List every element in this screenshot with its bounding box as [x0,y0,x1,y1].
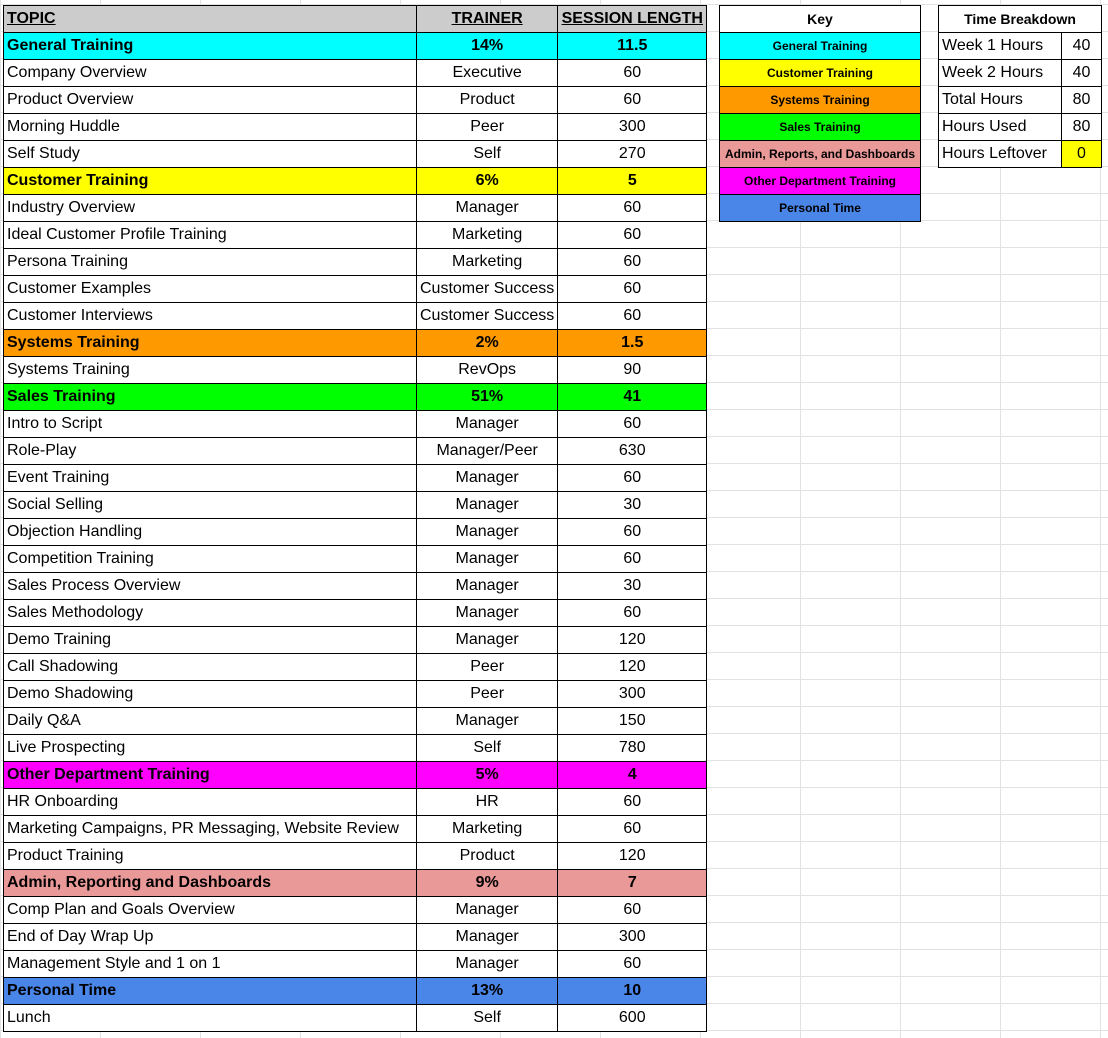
session-length-cell[interactable]: 270 [558,141,707,168]
header-row [4,6,707,33]
topic-cell[interactable]: Customer Interviews [4,303,417,330]
session-length-cell[interactable]: 60 [558,600,707,627]
time-label-cell[interactable]: Hours Used [939,114,1062,141]
trainer-cell[interactable]: 2% [417,330,558,357]
session-length-cell[interactable]: 60 [558,951,707,978]
table-row [4,141,707,168]
session-length-cell[interactable]: 7 [558,870,707,897]
trainer-cell[interactable]: HR [417,789,558,816]
topic-cell[interactable]: Systems Training [4,357,417,384]
table-row [4,951,707,978]
key-item-row [720,33,921,60]
time-value-cell[interactable]: 80 [1062,114,1102,141]
table-row [4,681,707,708]
time-value-cell[interactable]: 80 [1062,87,1102,114]
time-breakdown-body [939,6,1102,168]
trainer-cell[interactable]: Self [417,735,558,762]
topic-cell[interactable]: Demo Shadowing [4,681,417,708]
session-length-cell[interactable]: 60 [558,411,707,438]
topic-cell[interactable]: Comp Plan and Goals Overview [4,897,417,924]
trainer-cell[interactable]: RevOps [417,357,558,384]
table-row [4,492,707,519]
time-breakdown-row [939,87,1102,114]
trainer-cell[interactable]: Peer [417,654,558,681]
category-row [4,762,707,789]
session-length-cell[interactable]: 300 [558,114,707,141]
table-row [4,357,707,384]
time-label-cell[interactable]: Total Hours [939,87,1062,114]
trainer-cell[interactable]: Customer Success [417,303,558,330]
key-item-row [720,141,921,168]
trainer-cell[interactable]: Peer [417,114,558,141]
key-table [719,5,921,222]
key-item-cell[interactable]: General Training [720,33,921,60]
table-row [4,465,707,492]
session-length-cell[interactable]: 10 [558,978,707,1005]
topic-cell[interactable]: Morning Huddle [4,114,417,141]
key-body [720,6,921,222]
session-length-cell[interactable]: 300 [558,924,707,951]
table-row [4,708,707,735]
topic-cell[interactable]: Competition Training [4,546,417,573]
category-row [4,384,707,411]
key-item-row [720,168,921,195]
session-length-cell[interactable]: 60 [558,789,707,816]
topic-cell[interactable]: Sales Training [4,384,417,411]
topic-cell[interactable]: Intro to Script [4,411,417,438]
trainer-cell[interactable]: Manager [417,951,558,978]
session-length-cell[interactable]: 630 [558,438,707,465]
session-length-cell[interactable]: 5 [558,168,707,195]
topic-cell[interactable]: Industry Overview [4,195,417,222]
time-breakdown-row [939,114,1102,141]
session-length-cell[interactable]: 60 [558,897,707,924]
topic-cell[interactable]: Systems Training [4,330,417,357]
topic-cell[interactable]: Ideal Customer Profile Training [4,222,417,249]
table-row [4,249,707,276]
session-length-cell[interactable]: 60 [558,60,707,87]
trainer-cell[interactable]: 13% [417,978,558,1005]
trainer-cell[interactable]: Manager [417,600,558,627]
session-length-cell[interactable]: 600 [558,1005,707,1032]
trainer-cell[interactable]: Manager [417,708,558,735]
key-item-cell[interactable]: Admin, Reports, and Dashboards [720,141,921,168]
table-row [4,276,707,303]
trainer-header-cell[interactable]: TRAINER [417,6,558,33]
session-length-cell[interactable]: 60 [558,222,707,249]
trainer-cell[interactable]: Marketing [417,222,558,249]
table-row [4,654,707,681]
table-row [4,87,707,114]
time-breakdown-row [939,33,1102,60]
trainer-cell[interactable]: Customer Success [417,276,558,303]
trainer-cell[interactable]: Marketing [417,249,558,276]
trainer-cell[interactable]: Product [417,87,558,114]
session-length-cell[interactable]: 90 [558,357,707,384]
session-length-cell[interactable]: 780 [558,735,707,762]
table-row [4,816,707,843]
key-item-row [720,87,921,114]
table-row [4,897,707,924]
session-length-header-cell[interactable]: SESSION LENGTH [558,6,707,33]
table-row [4,222,707,249]
session-length-cell[interactable]: 11.5 [558,33,707,60]
trainer-cell[interactable]: 6% [417,168,558,195]
trainer-cell[interactable]: Manager [417,573,558,600]
session-length-cell[interactable]: 1.5 [558,330,707,357]
key-item-row [720,60,921,87]
trainer-cell[interactable]: Product [417,843,558,870]
key-item-cell[interactable]: Sales Training [720,114,921,141]
topic-cell[interactable]: Call Shadowing [4,654,417,681]
time-value-cell[interactable]: 40 [1062,60,1102,87]
trainer-cell[interactable]: Marketing [417,816,558,843]
key-title-cell[interactable]: Key [720,6,921,33]
session-length-cell[interactable]: 60 [558,87,707,114]
topic-cell[interactable]: Marketing Campaigns, PR Messaging, Website Review [4,816,417,843]
session-length-cell[interactable]: 300 [558,681,707,708]
trainer-cell[interactable]: Executive [417,60,558,87]
topic-cell[interactable]: HR Onboarding [4,789,417,816]
time-label-cell[interactable]: Hours Leftover [939,141,1062,168]
topic-cell[interactable]: Social Selling [4,492,417,519]
table-row [4,519,707,546]
table-row [4,924,707,951]
topic-cell[interactable]: Company Overview [4,60,417,87]
table-row [4,546,707,573]
key-item-cell[interactable]: Other Department Training [720,168,921,195]
topic-cell[interactable]: Customer Training [4,168,417,195]
table-row [4,60,707,87]
trainer-cell[interactable]: Manager [417,411,558,438]
key-item-cell[interactable]: Personal Time [720,195,921,222]
trainer-cell[interactable]: 9% [417,870,558,897]
training-schedule-table [3,5,707,1032]
table-row [4,600,707,627]
category-row [4,870,707,897]
session-length-cell[interactable]: 120 [558,627,707,654]
session-length-cell[interactable]: 4 [558,762,707,789]
time-value-cell[interactable]: 0 [1062,141,1102,168]
topic-cell[interactable]: Event Training [4,465,417,492]
trainer-cell[interactable]: Manager [417,546,558,573]
key-item-cell[interactable]: Systems Training [720,87,921,114]
session-length-cell[interactable]: 60 [558,816,707,843]
topic-cell[interactable]: General Training [4,33,417,60]
topic-cell[interactable]: Product Training [4,843,417,870]
session-length-cell[interactable]: 30 [558,492,707,519]
time-breakdown-row [939,141,1102,168]
key-item-cell[interactable]: Customer Training [720,60,921,87]
table-row [4,789,707,816]
table-row [4,573,707,600]
table-row [4,411,707,438]
session-length-cell[interactable]: 60 [558,519,707,546]
category-row [4,978,707,1005]
trainer-cell[interactable]: 14% [417,33,558,60]
table-row [4,438,707,465]
trainer-cell[interactable]: Manager [417,519,558,546]
time-label-cell[interactable]: Week 2 Hours [939,60,1062,87]
key-item-row [720,195,921,222]
trainer-cell[interactable]: Self [417,1005,558,1032]
topic-cell[interactable]: Daily Q&A [4,708,417,735]
topic-cell[interactable]: Persona Training [4,249,417,276]
topic-cell[interactable]: Product Overview [4,87,417,114]
trainer-cell[interactable]: Manager [417,897,558,924]
topic-header-cell[interactable]: TOPIC [4,6,417,33]
topic-cell[interactable]: Other Department Training [4,762,417,789]
trainer-cell[interactable]: Manager [417,924,558,951]
session-length-cell[interactable]: 150 [558,708,707,735]
topic-cell[interactable]: Management Style and 1 on 1 [4,951,417,978]
topic-cell[interactable]: Sales Methodology [4,600,417,627]
session-length-cell[interactable]: 41 [558,384,707,411]
topic-cell[interactable]: Lunch [4,1005,417,1032]
table-row [4,627,707,654]
session-length-cell[interactable]: 60 [558,546,707,573]
session-length-cell[interactable]: 60 [558,465,707,492]
table-row [4,195,707,222]
session-length-cell[interactable]: 60 [558,249,707,276]
table-row [4,114,707,141]
topic-cell[interactable]: Objection Handling [4,519,417,546]
session-length-cell[interactable]: 60 [558,276,707,303]
topic-cell[interactable]: Personal Time [4,978,417,1005]
trainer-cell[interactable]: 5% [417,762,558,789]
topic-cell[interactable]: Role-Play [4,438,417,465]
trainer-cell[interactable]: Manager/Peer [417,438,558,465]
time-breakdown-title-row [939,6,1102,33]
key-title-row [720,6,921,33]
topic-cell[interactable]: Customer Examples [4,276,417,303]
time-breakdown-row [939,60,1102,87]
session-length-cell[interactable]: 120 [558,654,707,681]
topic-cell[interactable]: Demo Training [4,627,417,654]
topic-cell[interactable]: Sales Process Overview [4,573,417,600]
trainer-cell[interactable]: Self [417,141,558,168]
category-row [4,168,707,195]
session-length-cell[interactable]: 60 [558,303,707,330]
table-row [4,735,707,762]
topic-cell[interactable]: Self Study [4,141,417,168]
trainer-cell[interactable]: Manager [417,195,558,222]
session-length-cell[interactable]: 60 [558,195,707,222]
trainer-cell[interactable]: Peer [417,681,558,708]
table-row [4,843,707,870]
topic-cell[interactable]: End of Day Wrap Up [4,924,417,951]
category-row [4,33,707,60]
trainer-cell[interactable]: 51% [417,384,558,411]
session-length-cell[interactable]: 120 [558,843,707,870]
topic-cell[interactable]: Live Prospecting [4,735,417,762]
category-row [4,330,707,357]
time-breakdown-table [938,5,1102,168]
trainer-cell[interactable]: Manager [417,627,558,654]
table-row [4,1005,707,1032]
time-value-cell[interactable]: 40 [1062,33,1102,60]
trainer-cell[interactable]: Manager [417,492,558,519]
session-length-cell[interactable]: 30 [558,573,707,600]
time-breakdown-title-cell[interactable]: Time Breakdown [939,6,1102,33]
key-item-row [720,114,921,141]
training-schedule-body [4,6,707,1032]
time-label-cell[interactable]: Week 1 Hours [939,33,1062,60]
trainer-cell[interactable]: Manager [417,465,558,492]
topic-cell[interactable]: Admin, Reporting and Dashboards [4,870,417,897]
table-row [4,303,707,330]
